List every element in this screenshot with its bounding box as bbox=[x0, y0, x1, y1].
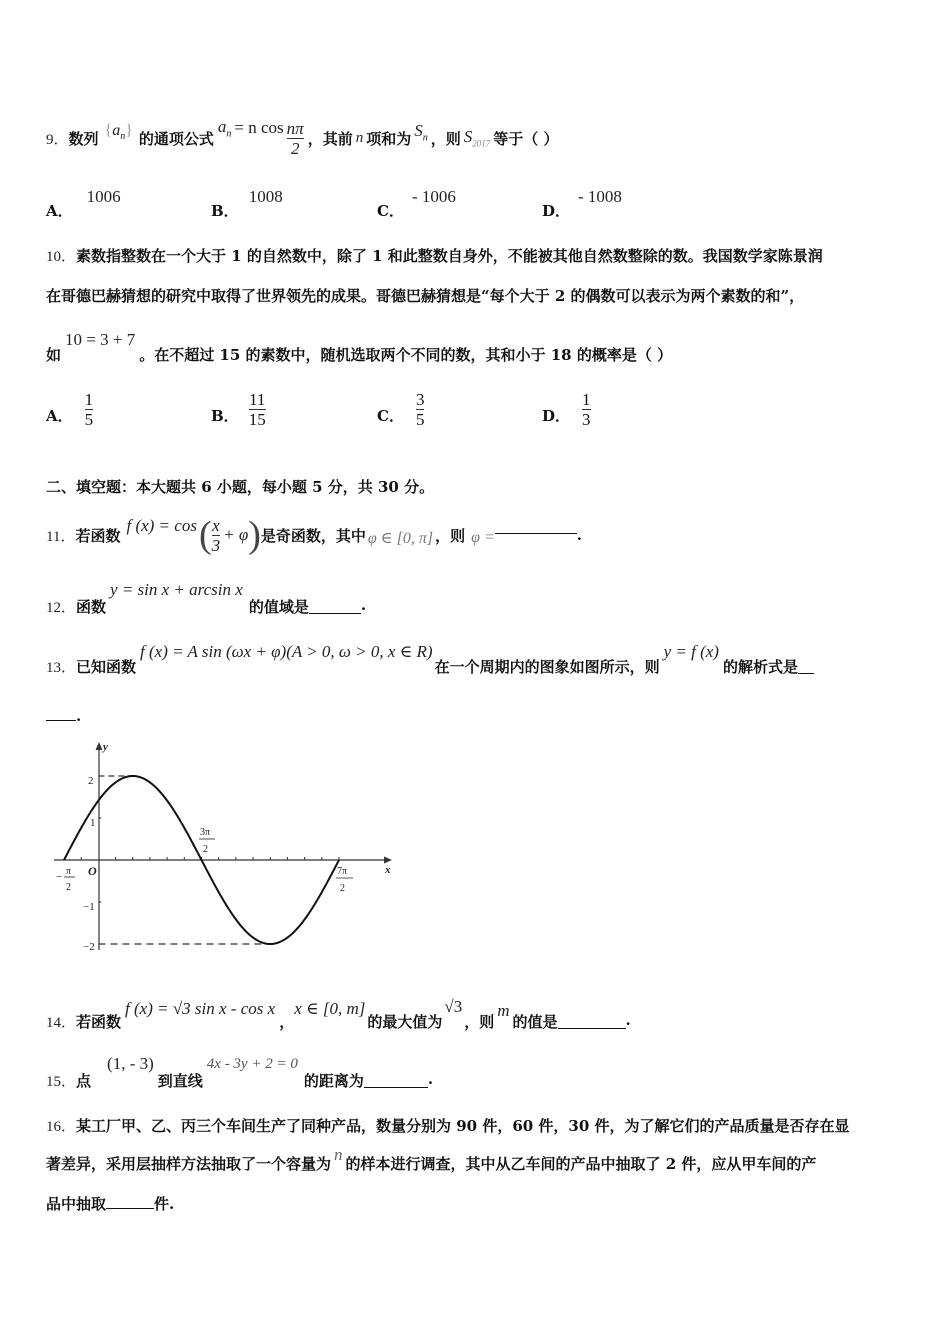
q11-number: 11． bbox=[46, 528, 76, 545]
q11-function: f (x) = cos ( $\frac{x}{3}$ + φ ) bbox=[126, 514, 261, 556]
q9-option-d: D．- 1008 bbox=[542, 187, 622, 220]
q10-option-a: A． $\frac{1}{5}$ bbox=[46, 390, 94, 429]
q15-number: 15． bbox=[46, 1074, 77, 1090]
q16-answer-blank[interactable] bbox=[106, 1192, 154, 1209]
q15-text-1: 点 bbox=[76, 1072, 92, 1090]
q16-text-2a: 著差异，采用层抽样方法抽取了一个容量为 bbox=[46, 1155, 332, 1173]
x-tick-neg-pi-over-2 bbox=[56, 866, 75, 893]
question-13 bbox=[46, 642, 814, 677]
q9-text-3: ，其前 bbox=[307, 129, 353, 148]
question-16-line-1 bbox=[46, 1115, 850, 1136]
q13-answer-blank-part-2[interactable] bbox=[46, 703, 76, 721]
q12-number: 12． bbox=[46, 600, 77, 616]
q14-text-1: 若函数 bbox=[76, 1013, 122, 1031]
q9-text-2: 的通项公式 bbox=[138, 129, 214, 148]
q9-option-c: C．- 1006 bbox=[377, 187, 456, 220]
q10-option-d-fraction: $\frac{1}{3}$ bbox=[582, 390, 591, 429]
x-tick-7pi-over-2 bbox=[336, 866, 353, 894]
q14-text-3: ，则 bbox=[464, 1013, 495, 1031]
section-2-heading: 二、填空题：本大题共 6 小题，每小题 5 分，共 30 分。 bbox=[46, 478, 435, 496]
q10-option-b-fraction: $\frac{11}{15}$ bbox=[248, 390, 266, 429]
q16-text-3a: 品中抽取 bbox=[46, 1195, 107, 1213]
question-10-line-2 bbox=[46, 285, 804, 306]
q11-fraction: $\frac{x}{3}$ bbox=[211, 515, 221, 555]
q16-text-2b: 的样本进行调查，其中从乙车间的产品中抽取了 2 件，应从甲车间的产 bbox=[345, 1155, 817, 1173]
q11-answer-blank[interactable] bbox=[495, 533, 577, 534]
x-axis-label: x bbox=[385, 864, 391, 876]
q11-text-2: 是奇函数，其中 bbox=[260, 526, 366, 545]
y-axis-label: y bbox=[103, 741, 108, 753]
q12-expression: y = sin x + arcsin x bbox=[110, 580, 243, 599]
q9-S: $S_n$ bbox=[414, 120, 428, 144]
q16-text-1: 某工厂甲、乙、丙三个车间生产了同种产品，数量分别为 90 件，60 件，30 件，为了解它们的产品质量是否存在显 bbox=[76, 1117, 850, 1135]
q13-expression: f (x) = A sin (ωx + φ)(A > 0, ω > 0, x ∈ R) bbox=[140, 642, 433, 661]
svg-text:2: 2 bbox=[66, 882, 71, 893]
q16-n: n bbox=[334, 1145, 343, 1164]
q10-number: 10． bbox=[46, 249, 77, 265]
q9-number: 9． bbox=[46, 131, 69, 148]
q9-S2017: $S_{2017}$ bbox=[463, 127, 491, 149]
q12-text-2: 的值域是 bbox=[248, 598, 309, 616]
q11-text-3: ，则 bbox=[435, 526, 466, 545]
q11-condition: φ ∈ [0, π] bbox=[367, 530, 434, 547]
question-11: 11． 若函数 f (x) = cos ( $\frac{x}{3}$ + φ ) 是奇函数，其中 φ ∈ [0, π] ，则 φ = . bbox=[46, 514, 582, 556]
q13-answer-blank-part-1[interactable] bbox=[798, 642, 814, 674]
y-axis-arrow-icon bbox=[96, 742, 103, 750]
question-16-line-3 bbox=[46, 1192, 174, 1214]
question-9 bbox=[46, 118, 558, 158]
q14-expression: f (x) = √3 sin x - cos x bbox=[125, 999, 276, 1018]
q12-text-1: 函数 bbox=[76, 598, 107, 616]
q10-ru: 如 bbox=[46, 346, 62, 364]
q9-text-1: 数列 bbox=[68, 129, 99, 148]
q10-text-1: 素数指整数在一个大于 1 的自然数中，除了 1 和此整数自身外，不能被其他自然数整除的数。我国数学家陈景润 bbox=[76, 247, 823, 265]
q9-option-a: A．1006 bbox=[46, 187, 121, 220]
q11-text-1: 若函数 bbox=[75, 526, 121, 545]
question-10-line-1 bbox=[46, 245, 823, 266]
question-14: 14． 若函数 f (x) = √3 sin x - cos x ， x ∈ [0, m] 的最大值为 √3 ，则 m 的值是 . bbox=[46, 997, 631, 1031]
svg-text:2: 2 bbox=[203, 844, 208, 855]
q10-option-a-fraction: $\frac{1}{5}$ bbox=[84, 390, 94, 429]
y-tick-label-neg2: −2 bbox=[83, 941, 95, 953]
q10-example: 10 = 3 + 7 bbox=[65, 330, 136, 349]
q10-option-b: B． $\frac{11}{15}$ bbox=[211, 390, 266, 429]
origin-label: O bbox=[88, 864, 97, 878]
q9-fraction: $\frac{n\pi}{2}$ bbox=[286, 118, 304, 158]
svg-text:3π: 3π bbox=[200, 827, 211, 838]
q15-answer-blank[interactable] bbox=[364, 1054, 428, 1088]
q14-m: m bbox=[497, 1001, 510, 1020]
question-16-line-2 bbox=[46, 1145, 816, 1174]
q10-option-d: D． $\frac{1}{3}$ bbox=[542, 390, 591, 429]
q14-text-2: 的最大值为 bbox=[367, 1013, 443, 1031]
sine-graph bbox=[48, 735, 408, 960]
q14-max-value: √3 bbox=[444, 997, 463, 1016]
question-12: 12． 函数 y = sin x + arcsin x 的值域是 . bbox=[46, 580, 367, 616]
x-axis-arrow-icon bbox=[384, 857, 392, 864]
y-tick-label-2: 2 bbox=[88, 775, 94, 787]
q15-point: (1, - 3) bbox=[107, 1054, 154, 1073]
question-10-line-3 bbox=[46, 330, 672, 365]
q9-option-b: B．1008 bbox=[211, 187, 283, 220]
q9-text-4: 项和为 bbox=[366, 129, 412, 148]
q15-line: 4x - 3y + 2 = 0 bbox=[206, 1056, 298, 1072]
svg-text:7π: 7π bbox=[337, 866, 348, 877]
q13-text-2: 在一个周期内的图象如图所示，则 bbox=[434, 658, 660, 676]
q13-answer-blank-continued: . bbox=[46, 703, 81, 725]
x-tick-3pi-over-2 bbox=[199, 827, 215, 855]
q14-text-4: 的值是 bbox=[512, 1013, 558, 1031]
q16-text-3b: 件. bbox=[154, 1195, 175, 1213]
q15-text-2: 到直线 bbox=[157, 1072, 203, 1090]
y-tick-label-neg1: −1 bbox=[83, 901, 95, 913]
q13-text-1: 已知函数 bbox=[76, 658, 137, 676]
q13-text-3: 的解析式是 bbox=[722, 658, 798, 676]
q9-n: n bbox=[355, 129, 364, 146]
q14-answer-blank[interactable] bbox=[558, 997, 626, 1029]
q10-text-3: 。在不超过 15 的素数中，随机选取两个不同的数，其和小于 18 的概率是（ ） bbox=[139, 346, 673, 364]
q10-text-2: 在哥德巴赫猜想的研究中取得了世界领先的成果。哥德巴赫猜想是“每个大于 2 的偶数可以表示为两个素数的和”， bbox=[46, 287, 805, 305]
q14-number: 14． bbox=[46, 1015, 77, 1031]
q10-option-c-fraction: $\frac{3}{5}$ bbox=[415, 390, 425, 429]
y-tick-label-1: 1 bbox=[90, 817, 96, 829]
q9-text-5: ，则 bbox=[430, 129, 461, 148]
q13-expression-2: y = f (x) bbox=[663, 642, 719, 661]
svg-text:2: 2 bbox=[340, 883, 345, 894]
question-15: 15． 点 (1, - 3) 到直线 4x - 3y + 2 = 0 的距离为 . bbox=[46, 1054, 434, 1090]
q14-condition: x ∈ [0, m] bbox=[294, 999, 366, 1018]
q10-option-c: C． $\frac{3}{5}$ bbox=[377, 390, 425, 429]
q9-formula: $a_n$ = n cos $\frac{n\pi}{2}$ bbox=[217, 116, 304, 158]
q15-text-3: 的距离为 bbox=[303, 1072, 364, 1090]
q13-number: 13． bbox=[46, 660, 77, 676]
q9-text-6: 等于（ ） bbox=[493, 129, 559, 148]
svg-text:π: π bbox=[66, 866, 72, 877]
svg-text:−: − bbox=[56, 871, 63, 883]
q11-phi: φ = bbox=[471, 529, 495, 546]
q12-answer-blank[interactable] bbox=[309, 580, 361, 614]
q16-number: 16． bbox=[46, 1119, 77, 1135]
q9-sequence: $\{a_n\}$ bbox=[104, 121, 133, 143]
